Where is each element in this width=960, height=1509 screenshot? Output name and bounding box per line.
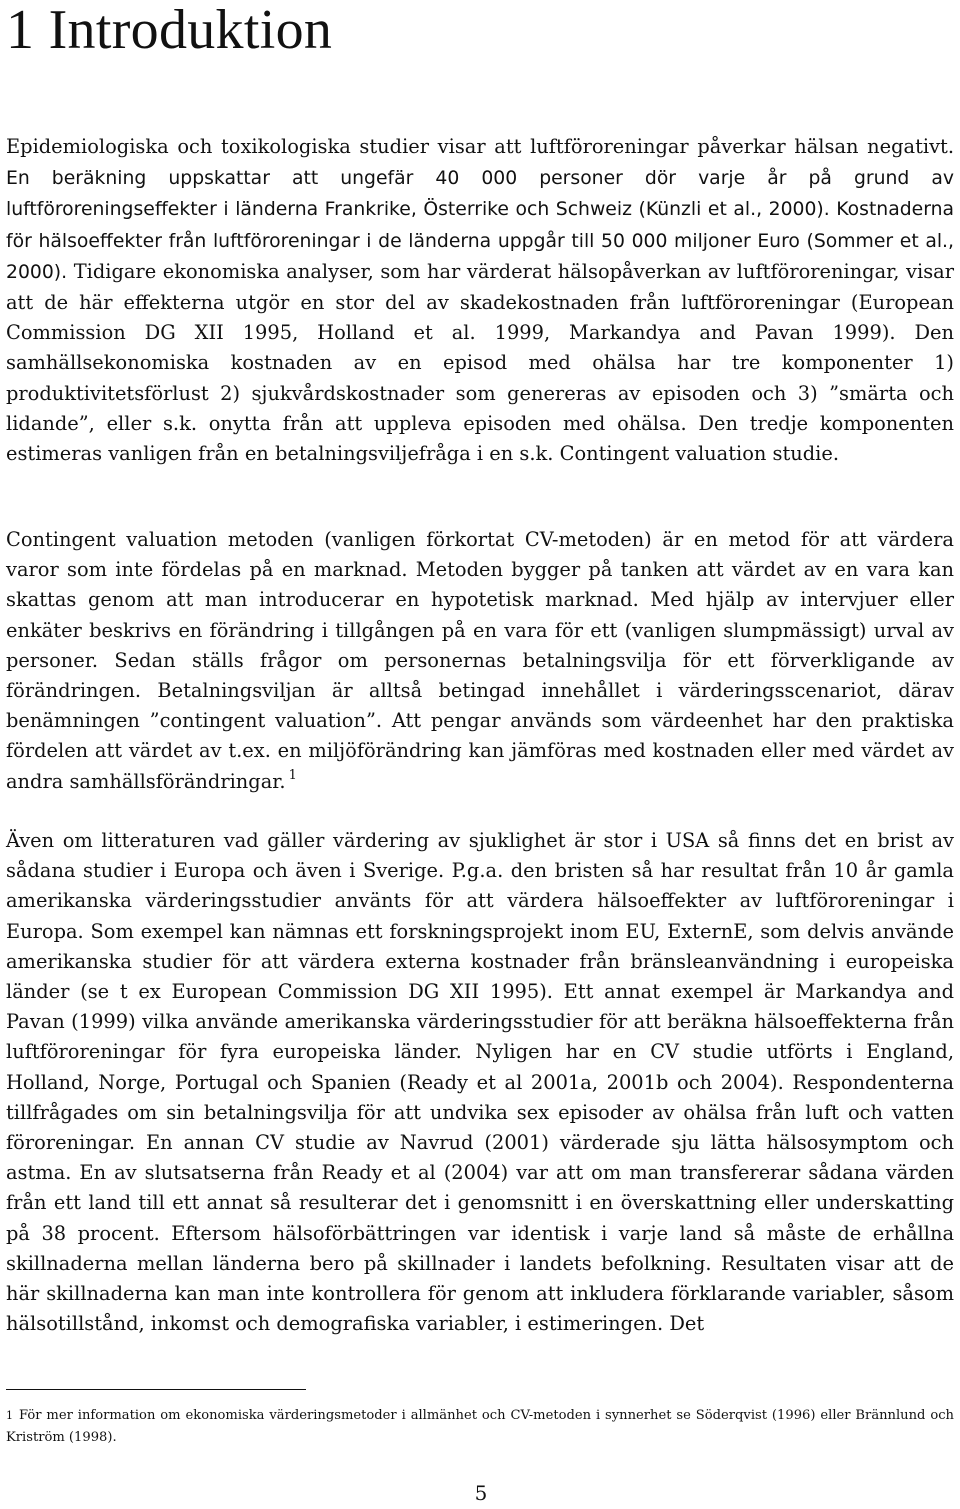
- footnote: [6, 1405, 954, 1449]
- paragraph-literature-text: Även om litteraturen vad gäller värdering av sjuklighet är stor i USA så finns det en brist av sådana studier i Europa och även i Sverige. P.g.a. den bristen så har resultat från 10 år gamla amerikanska värderingsstudier använts för att värdera hälsoeffekter av luftföroreningar i Europa. Som exempel kan nämnas ett forskningsprojekt inom EU, ExternE, som delvis använde amerikanska studier för att värdera externa kostnader från bränsleanvändning i europeiska länder (se t ex European Commission DG XII 1995). Ett annat exempel är Markandya and Pavan (1999) vilka använde amerikanska värderingsstudier för att beräkna hälsoeffekterna från luftföroreningar för fyra europeiska länder. Nyligen har en CV studie utförts i England, Holland, Norge, Portugal och Spanien (Ready et al 2001a, 2001b och 2004). Respondenterna tillfrågades om sin betalningsvilja för att undvika sex episoder av ohälsa från luft och vatten föroreningar. En annan CV studie av Navrud (2001) värderade sju lätta hälsosymptom och astma. En av slutsatserna från Ready et al (2004) var att om man transfererar sådana värden från ett land till ett annat så resulterar det i genomsnitt i en överskattning eller underskatting på 38 procent. Eftersom hälsoförbättringen var identisk i varje land så måste de erhållna skillnaderna mellan länderna bero på skillnader i landets befolkning. Resultaten visar att de här skillnaderna kan man inte kontrollera för genom att inkludera förklarande variabler, såsom hälsotillstånd, inkomst och demografiska variabler, i estimeringen. Det: [6, 829, 954, 1336]
- footnote-number: 1: [6, 1409, 13, 1422]
- paragraph-literature: [6, 826, 954, 1339]
- footnote-text: För mer information om ekonomiska värderingsmetoder i allmänhet och CV-metoden i synnerhet se Söderqvist (1996) eller Brännlund och Kriström (1998).: [6, 1408, 954, 1445]
- footnote-reference[interactable]: 1: [288, 767, 297, 783]
- paragraph-intro-serif-b: Tidigare ekonomiska analyser, som har värderat hälsopåverkan av luftföroreningar, visar att de här effekterna utgör en stor del av skadekostnaden från luftföroreningar (European Commission DG XII 1995, Holland et al. 1999, Markandya and Pavan 1999). Den samhällsekonomiska kostnaden av en episod med ohälsa har tre komponenter 1) produktivitetsförlust 2) sjukvårdskostnader som genereras av episoden och 3) ”smärta och lidande”, eller s.k. onytta från att uppleva episoden med ohälsa. Den tredje komponenten estimeras vanligen från en betalningsviljefråga i en s.k. Contingent valuation studie.: [6, 259, 954, 466]
- paragraph-cv-method: [6, 525, 954, 797]
- chapter-title: 1 Introduktion: [6, 0, 333, 61]
- paragraph-intro-sans: En beräkning uppskattar att ungefär 40 000 personer dör varje år på grund av luftföroreningseffekter i länderna Frankrike, Österrike och Schweiz (Künzli et al., 2000). Kostnaderna för hälsoeffekter från luftföroreningar i de länderna uppgår till 50 000 miljoner Euro (Sommer et al., 2000).: [6, 168, 954, 283]
- paragraph-intro: [6, 132, 954, 469]
- paragraph-cv-method-text: Contingent valuation metoden (vanligen förkortat CV-metoden) är en metod för att värdera varor som inte fördelas på en marknad. Metoden bygger på tanken att värdet av en vara kan skattas genom att man introducerar en hypotetisk marknad. Med hjälp av intervjuer eller enkäter beskrivs en förändring i tillgången på en vara för ett (vanligen slumpmässigt) urval av personer. Sedan ställs frågor om personernas betalningsvilja för ett förverkligande av förändringen. Betalningsviljan är alltså betingad innehållet i värderingsscenariot, därav benämningen ”contingent valuation”. Att pengar används som värdeenhet har den praktiska fördelen att värdet av t.ex. en miljöförändring kan jämföras med kostnaden eller med värdet av andra samhällsförändringar.: [6, 528, 954, 793]
- paragraph-intro-serif-a: Epidemiologiska och toxikologiska studier visar att luftföroreningar påverkar hälsan negativt.: [6, 135, 954, 158]
- footnote-separator: [6, 1389, 306, 1390]
- page-number: 5: [474, 1481, 488, 1505]
